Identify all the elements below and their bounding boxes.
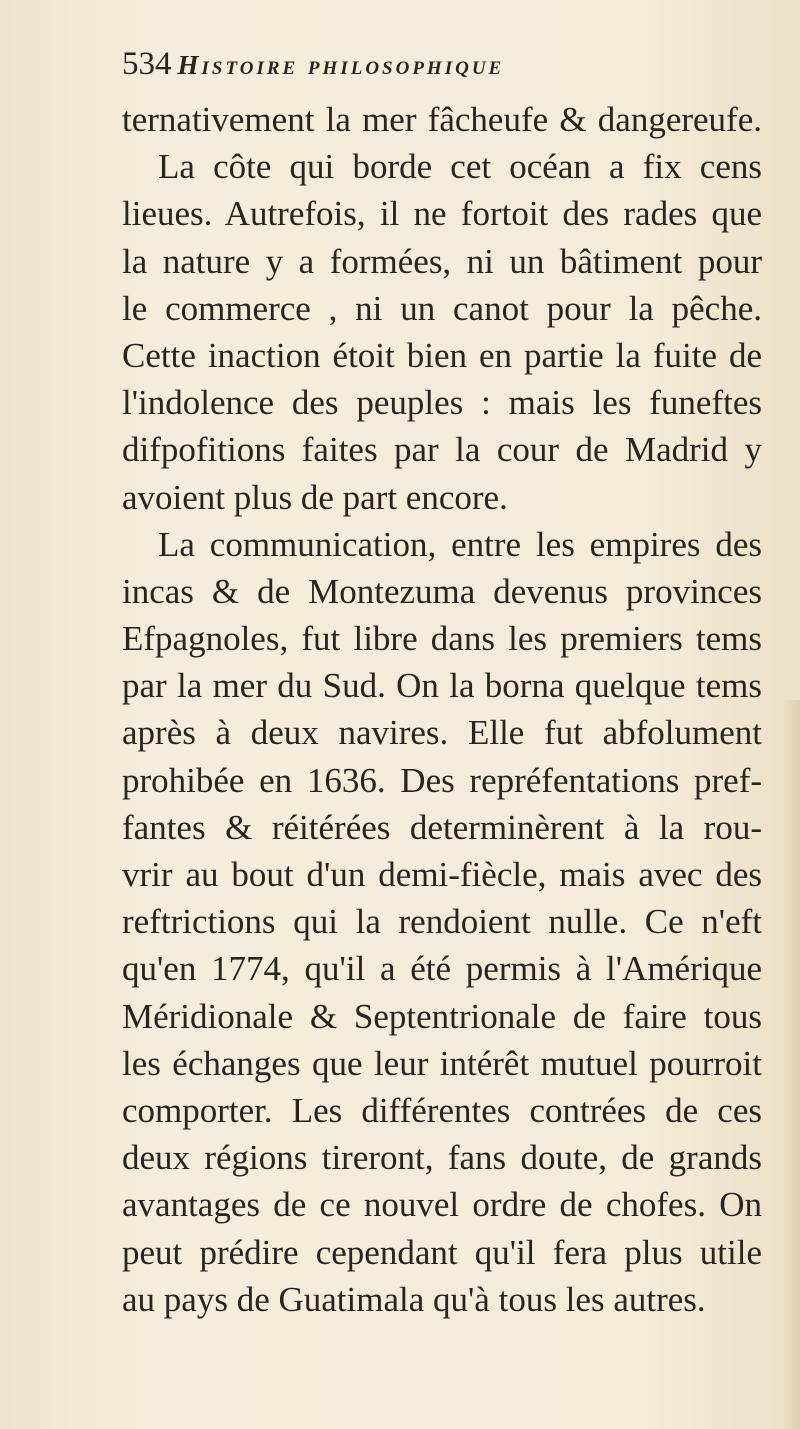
text-line: difpofitions faites par la cour de Madrid y [122,430,762,470]
text-line: incas & de Montezuma devenus provinces [122,571,762,611]
text-line: deux régions tireront, fans doute, de grands [122,1138,762,1178]
text-line: Méridionale & Septentrionale de faire tous [122,996,762,1036]
text-line: reftrictions qui la rendoient nulle. Ce n'eft [122,902,762,942]
text-line: qu'en 1774, qu'il a été permis à l'Amérique [122,949,762,989]
text-line: la nature y a formées, ni un bâtiment pour [122,241,762,281]
text-line: La communication, entre les empires des [158,524,762,564]
text-line: Cette inaction étoit bien en partie la fuite de [122,335,762,375]
text-line: par la mer du Sud. On la borna quelque tems [122,666,762,706]
page-header [122,46,762,96]
text-line: peut prédire cependant qu'il fera plus utile [122,1232,762,1272]
page-number: 534 [122,46,172,82]
text-line: lieues. Autrefois, il ne fortoit des rades que [122,194,762,234]
running-title: Histoire philosophique [177,50,505,80]
text-line: les échanges que leur intérêt mutuel pourroit [122,1043,762,1083]
text-line: après à deux navires. Elle fut abfolument [122,713,762,753]
text-line: comporter. Les différentes contrées de ces [122,1090,762,1130]
text-line: l'indolence des peuples : mais les funeftes [122,383,762,423]
text-line: prohibée en 1636. Des repréfentations pref- [122,760,762,800]
text-line: au pays de Guatimala qu'à tous les autres. [122,1279,706,1319]
text-line: fantes & réitérées determinèrent à la rou- [122,807,762,847]
page-edge-shadow [782,700,800,1429]
text-line: avoient plus de part encore. [122,477,508,517]
text-line: La côte qui borde cet océan a fix cens [158,147,762,187]
text-line: avantages de ce nouvel ordre de chofes. On [122,1185,762,1225]
text-line: Efpagnoles, fut libre dans les premiers tems [122,619,762,659]
text-line: vrir au bout d'un demi-fiècle, mais avec des [122,855,762,894]
text-line: le commerce , ni un canot pour la pêche. [122,288,762,328]
body-text [122,96,762,1323]
text-line: ternativement la mer fâcheufe & dangereufe. [122,100,762,139]
